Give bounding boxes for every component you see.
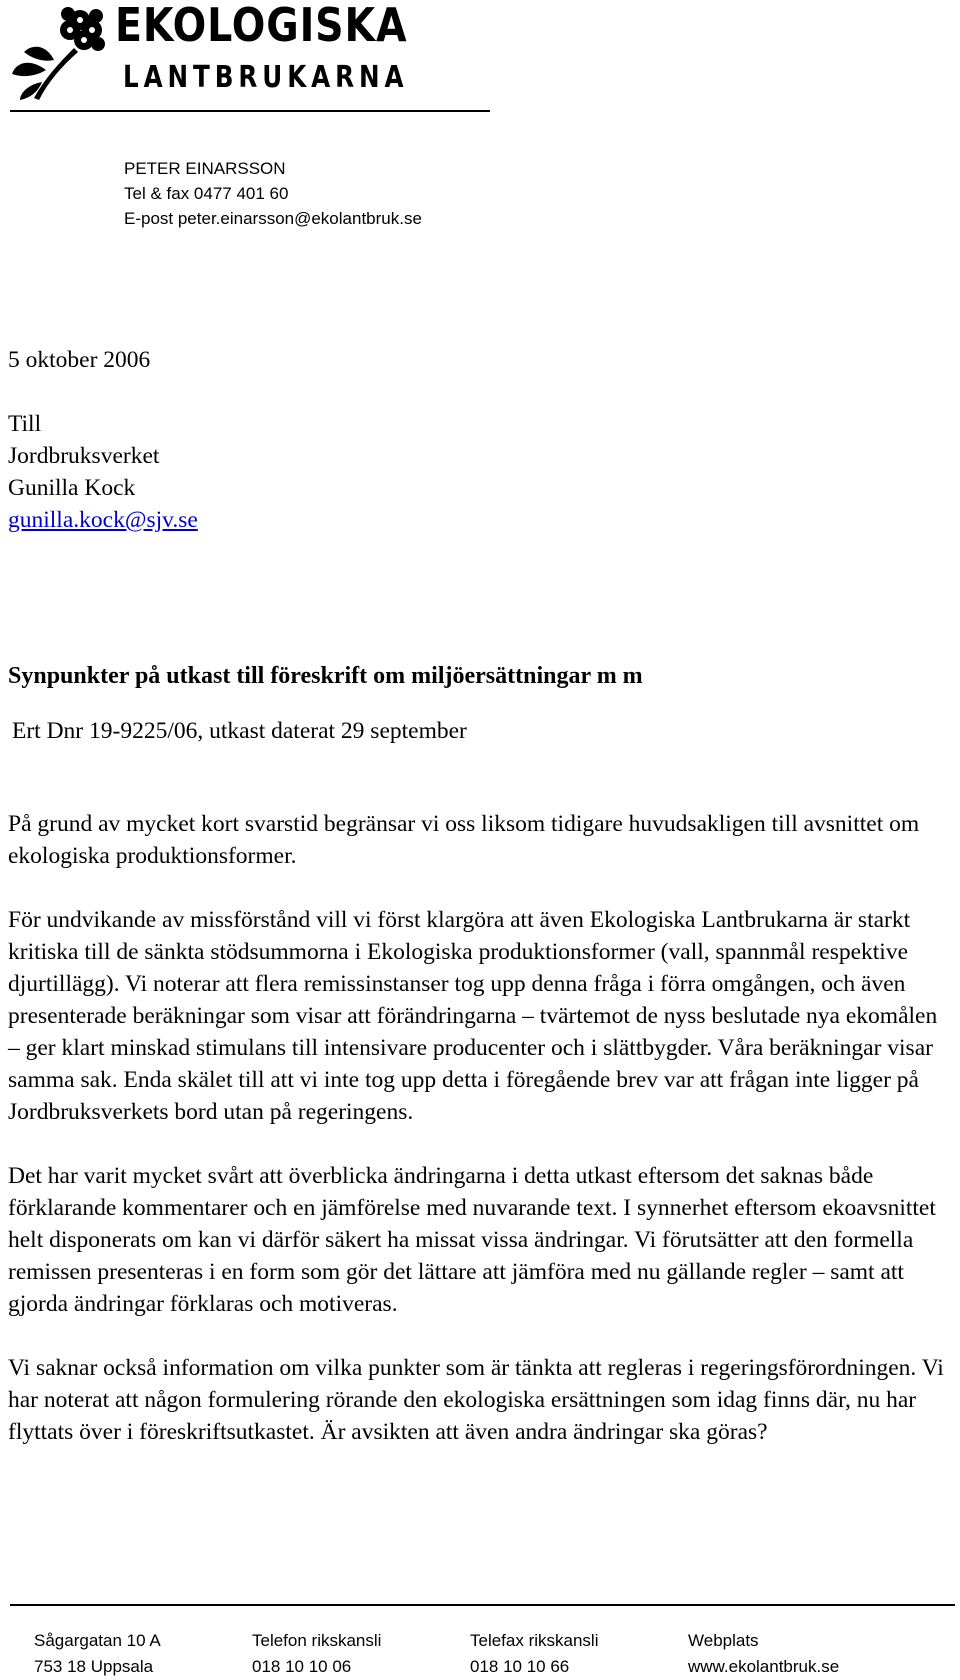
sender-phone: Tel & fax 0477 401 60: [124, 184, 289, 203]
letter-body: [8, 808, 953, 1480]
letterhead-divider: [10, 110, 490, 112]
footer-city: 753 18 Uppsala: [34, 1657, 154, 1676]
org-subname: LANTBRUKARNA: [123, 60, 409, 95]
recipient-org: Jordbruksverket: [8, 443, 160, 469]
body-paragraph: Det har varit mycket svårt att överblicka ändringarna i detta utkast eftersom det saknas både förklarande kommentarer och en jämförelse med nuvarande text. I synnerhet eftersom ekoavsnittet helt disponerats om kan vi därför säkert ha missat vissa ändringar. Vi förutsätter att den formella remissen presenteras i en form som gör det lättare att jämföra med nu gällande regler – samt att gjorda ändringar förklaras och motiveras.: [8, 1163, 936, 1317]
recipient-email-link[interactable]: gunilla.kock@sjv.se: [8, 507, 198, 533]
sender-block: [124, 156, 422, 231]
reference-line: Ert Dnr 19-9225/06, utkast daterat 29 september: [12, 718, 467, 744]
footer-street: Sågargatan 10 A: [34, 1631, 161, 1650]
recipient-block: [8, 408, 198, 536]
org-name: EKOLOGISKA: [115, 0, 408, 52]
footer-web: [688, 1628, 839, 1680]
footer-fax-label: Telefax rikskansli: [470, 1631, 599, 1650]
footer-phone-value: 018 10 10 06: [252, 1657, 352, 1676]
clover-flower-icon: [10, 0, 110, 100]
letter-date: 5 oktober 2006: [8, 347, 151, 373]
footer-divider: [10, 1604, 955, 1606]
body-paragraph: På grund av mycket kort svarstid begränsar vi oss liksom tidigare huvudsakligen till avsnittet om ekologiska produktionsformer.: [8, 811, 920, 869]
footer-fax-value: 018 10 10 66: [470, 1657, 570, 1676]
sender-name: PETER EINARSSON: [124, 159, 286, 178]
footer-web-label: Webplats: [688, 1631, 759, 1650]
recipient-person: Gunilla Kock: [8, 475, 136, 501]
footer-web-value: www.ekolantbruk.se: [688, 1657, 840, 1676]
footer-address: [34, 1628, 161, 1680]
footer-fax: [470, 1628, 599, 1680]
letterhead-logo: [10, 0, 409, 100]
letter-heading: Synpunkter på utkast till föreskrift om miljöersättningar m m: [8, 663, 643, 689]
sender-email: E-post peter.einarsson@ekolantbruk.se: [124, 209, 422, 228]
footer-phone: [252, 1628, 381, 1680]
body-paragraph: Vi saknar också information om vilka punkter som är tänkta att regleras i regeringsförordningen. Vi har noterat att någon formulering rörande den ekologiska ersättningen som idag finns där, nu har flyttats över i föreskriftsutkastet. Är avsikten att även andra ändringar ska göras?: [8, 1355, 944, 1445]
body-paragraph: För undvikande av missförstånd vill vi först klargöra att även Ekologiska Lantbrukarna är starkt kritiska till de sänkta stödsummorna i Ekologiska produktionsformer (vall, spannmål respektive djurtillägg). Vi noterar att flera remissinstanser tog upp denna fråga i förra omgången, och även presenterade beräkningar som visar att förändringarna – tvärtemot de nyss beslutade nya ekomålen – ger klart minskad stimulans till intensivare producenter och i slättbygder. Våra beräkningar visar samma sak. Enda skälet till att vi inte tog upp detta i föregående brev var att frågan inte ligger på Jordbruksverkets bord utan på regeringens.: [8, 907, 938, 1125]
recipient-to: Till: [8, 411, 42, 437]
footer-phone-label: Telefon rikskansli: [252, 1631, 382, 1650]
